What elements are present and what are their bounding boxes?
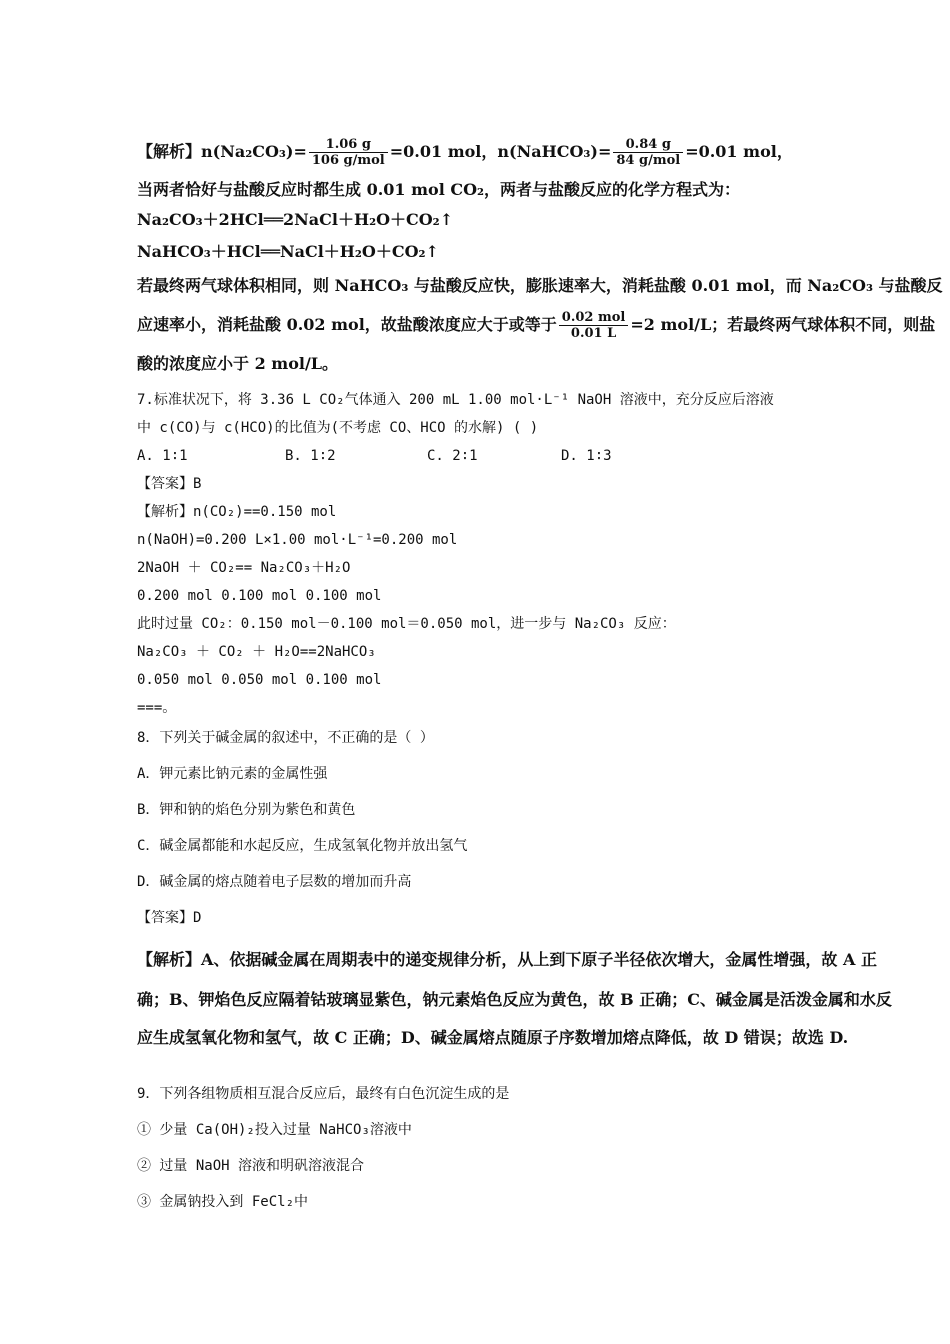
analysis-line-2: 当两者恰好与盐酸反应时都生成 0.01 mol CO₂，两者与盐酸反应的化学方程式为： <box>137 180 741 199</box>
q7-analysis-1: 【解析】n(CO₂)==0.150 mol <box>137 504 337 520</box>
analysis-line-1: 【解析】n(Na₂CO₃)= $\frac{1.06 g}{\text{106 g/mol}}$ =0.01 mol，n(NaHCO₃)= $\frac{0.84 g}{\text{84 g/mol}}$ =0.01 mol， <box>137 137 793 168</box>
q9-item-1: ① 少量 Ca(OH)₂投入过量 NaHCO₃溶液中 <box>137 1122 412 1138</box>
fraction-concentration: $\frac{\text{0.02 mol}}{0.01 L}$ <box>559 310 629 341</box>
equation-na2co3: Na₂CO₃＋2HCl══2NaCl＋H₂O＋CO₂↑ <box>137 210 454 229</box>
q7-analysis-4: 0.200 mol 0.100 mol 0.100 mol <box>137 588 382 604</box>
q7-analysis-2: n(NaOH)=0.200 L×1.00 mol·L⁻¹=0.200 mol <box>137 532 458 548</box>
q8-option-b: B．钾和钠的焰色分别为紫色和黄色 <box>137 802 356 818</box>
equation-nahco3: NaHCO₃＋HCl══NaCl＋H₂O＋CO₂↑ <box>137 242 439 261</box>
analysis-line-7: 酸的浓度应小于 2 mol/L。 <box>137 354 339 373</box>
q7-answer: 【答案】B <box>137 476 202 492</box>
q9-item-2: ② 过量 NaOH 溶液和明矾溶液混合 <box>137 1158 365 1174</box>
analysis-line-5: 若最终两气球体积相同，则 NaHCO₃ 与盐酸反应快，膨胀速率大，消耗盐酸 0.01 mol，而 Na₂CO₃ 与盐酸反 <box>137 276 943 295</box>
q7-options <box>137 446 612 466</box>
n-na2co3-prefix: n(Na₂CO₃)= <box>201 142 307 161</box>
fraction-nahco3: $\frac{0.84 g}{\text{84 g/mol}}$ <box>613 137 683 168</box>
q8-stem: 8．下列关于碱金属的叙述中，不正确的是（ ） <box>137 730 434 746</box>
q7-analysis-6: Na₂CO₃ ＋ CO₂ ＋ H₂O==2NaHCO₃ <box>137 644 376 660</box>
q7-analysis-8: ===。 <box>137 700 177 716</box>
q7-option-b: B. 1∶2 <box>285 448 336 464</box>
q7-analysis-3: 2NaOH ＋ CO₂== Na₂CO₃＋H₂O <box>137 560 351 576</box>
q8-option-c: C．碱金属都能和水起反应，生成氢氧化物并放出氢气 <box>137 838 468 854</box>
q7-option-c: C. 2∶1 <box>427 448 478 464</box>
n-nahco3-prefix: n(NaHCO₃)= <box>497 142 612 161</box>
q8-option-d: D．碱金属的熔点随着电子层数的增加而升高 <box>137 874 412 890</box>
q8-explanation-3: 应生成氢氧化物和氢气，故 C 正确；D、碱金属熔点随原子序数增加熔点降低，故 D 错误；故选 D. <box>137 1028 849 1047</box>
q7-stem-1: 7.标准状况下，将 3.36 L CO₂气体通入 200 mL 1.00 mol·L⁻¹ NaOH 溶液中，充分反应后溶液 <box>137 392 774 408</box>
fraction-na2co3: $\frac{1.06 g}{\text{106 g/mol}}$ <box>309 137 388 168</box>
q8-answer: 【答案】D <box>137 910 202 926</box>
analysis-line-6: 应速率小，消耗盐酸 0.02 mol，故盐酸浓度应大于或等于 $\frac{\text{0.02 mol}}{0.01 L}$ =2 mol/L；若最终两气球体积不同，则盐 <box>137 310 936 341</box>
analysis-label: 【解析】 <box>137 142 202 161</box>
q7-stem-2: 中 c(CO)与 c(HCO)的比值为(不考虑 CO、HCO 的水解) ( ) <box>137 420 539 436</box>
q7-option-a: A. 1∶1 <box>137 448 188 464</box>
q7-analysis-5: 此时过量 CO₂：0.150 mol－0.100 mol＝0.050 mol，进一步与 Na₂CO₃ 反应： <box>137 616 676 632</box>
q9-item-3: ③ 金属钠投入到 FeCl₂中 <box>137 1194 309 1210</box>
q9-stem: 9．下列各组物质相互混合反应后，最终有白色沉淀生成的是 <box>137 1086 510 1102</box>
q8-explanation-1: 【解析】A、依据碱金属在周期表中的递变规律分析，从上到下原子半径依次增大，金属性增强，故 A 正 <box>137 950 877 969</box>
q8-explanation-2: 确；B、钾焰色反应隔着钴玻璃显紫色，钠元素焰色反应为黄色，故 B 正确；C、碱金属是活泼金属和水反 <box>137 990 892 1009</box>
q7-analysis-7: 0.050 mol 0.050 mol 0.100 mol <box>137 672 382 688</box>
q8-option-a: A．钾元素比钠元素的金属性强 <box>137 766 328 782</box>
q7-option-d: D. 1∶3 <box>561 448 612 464</box>
